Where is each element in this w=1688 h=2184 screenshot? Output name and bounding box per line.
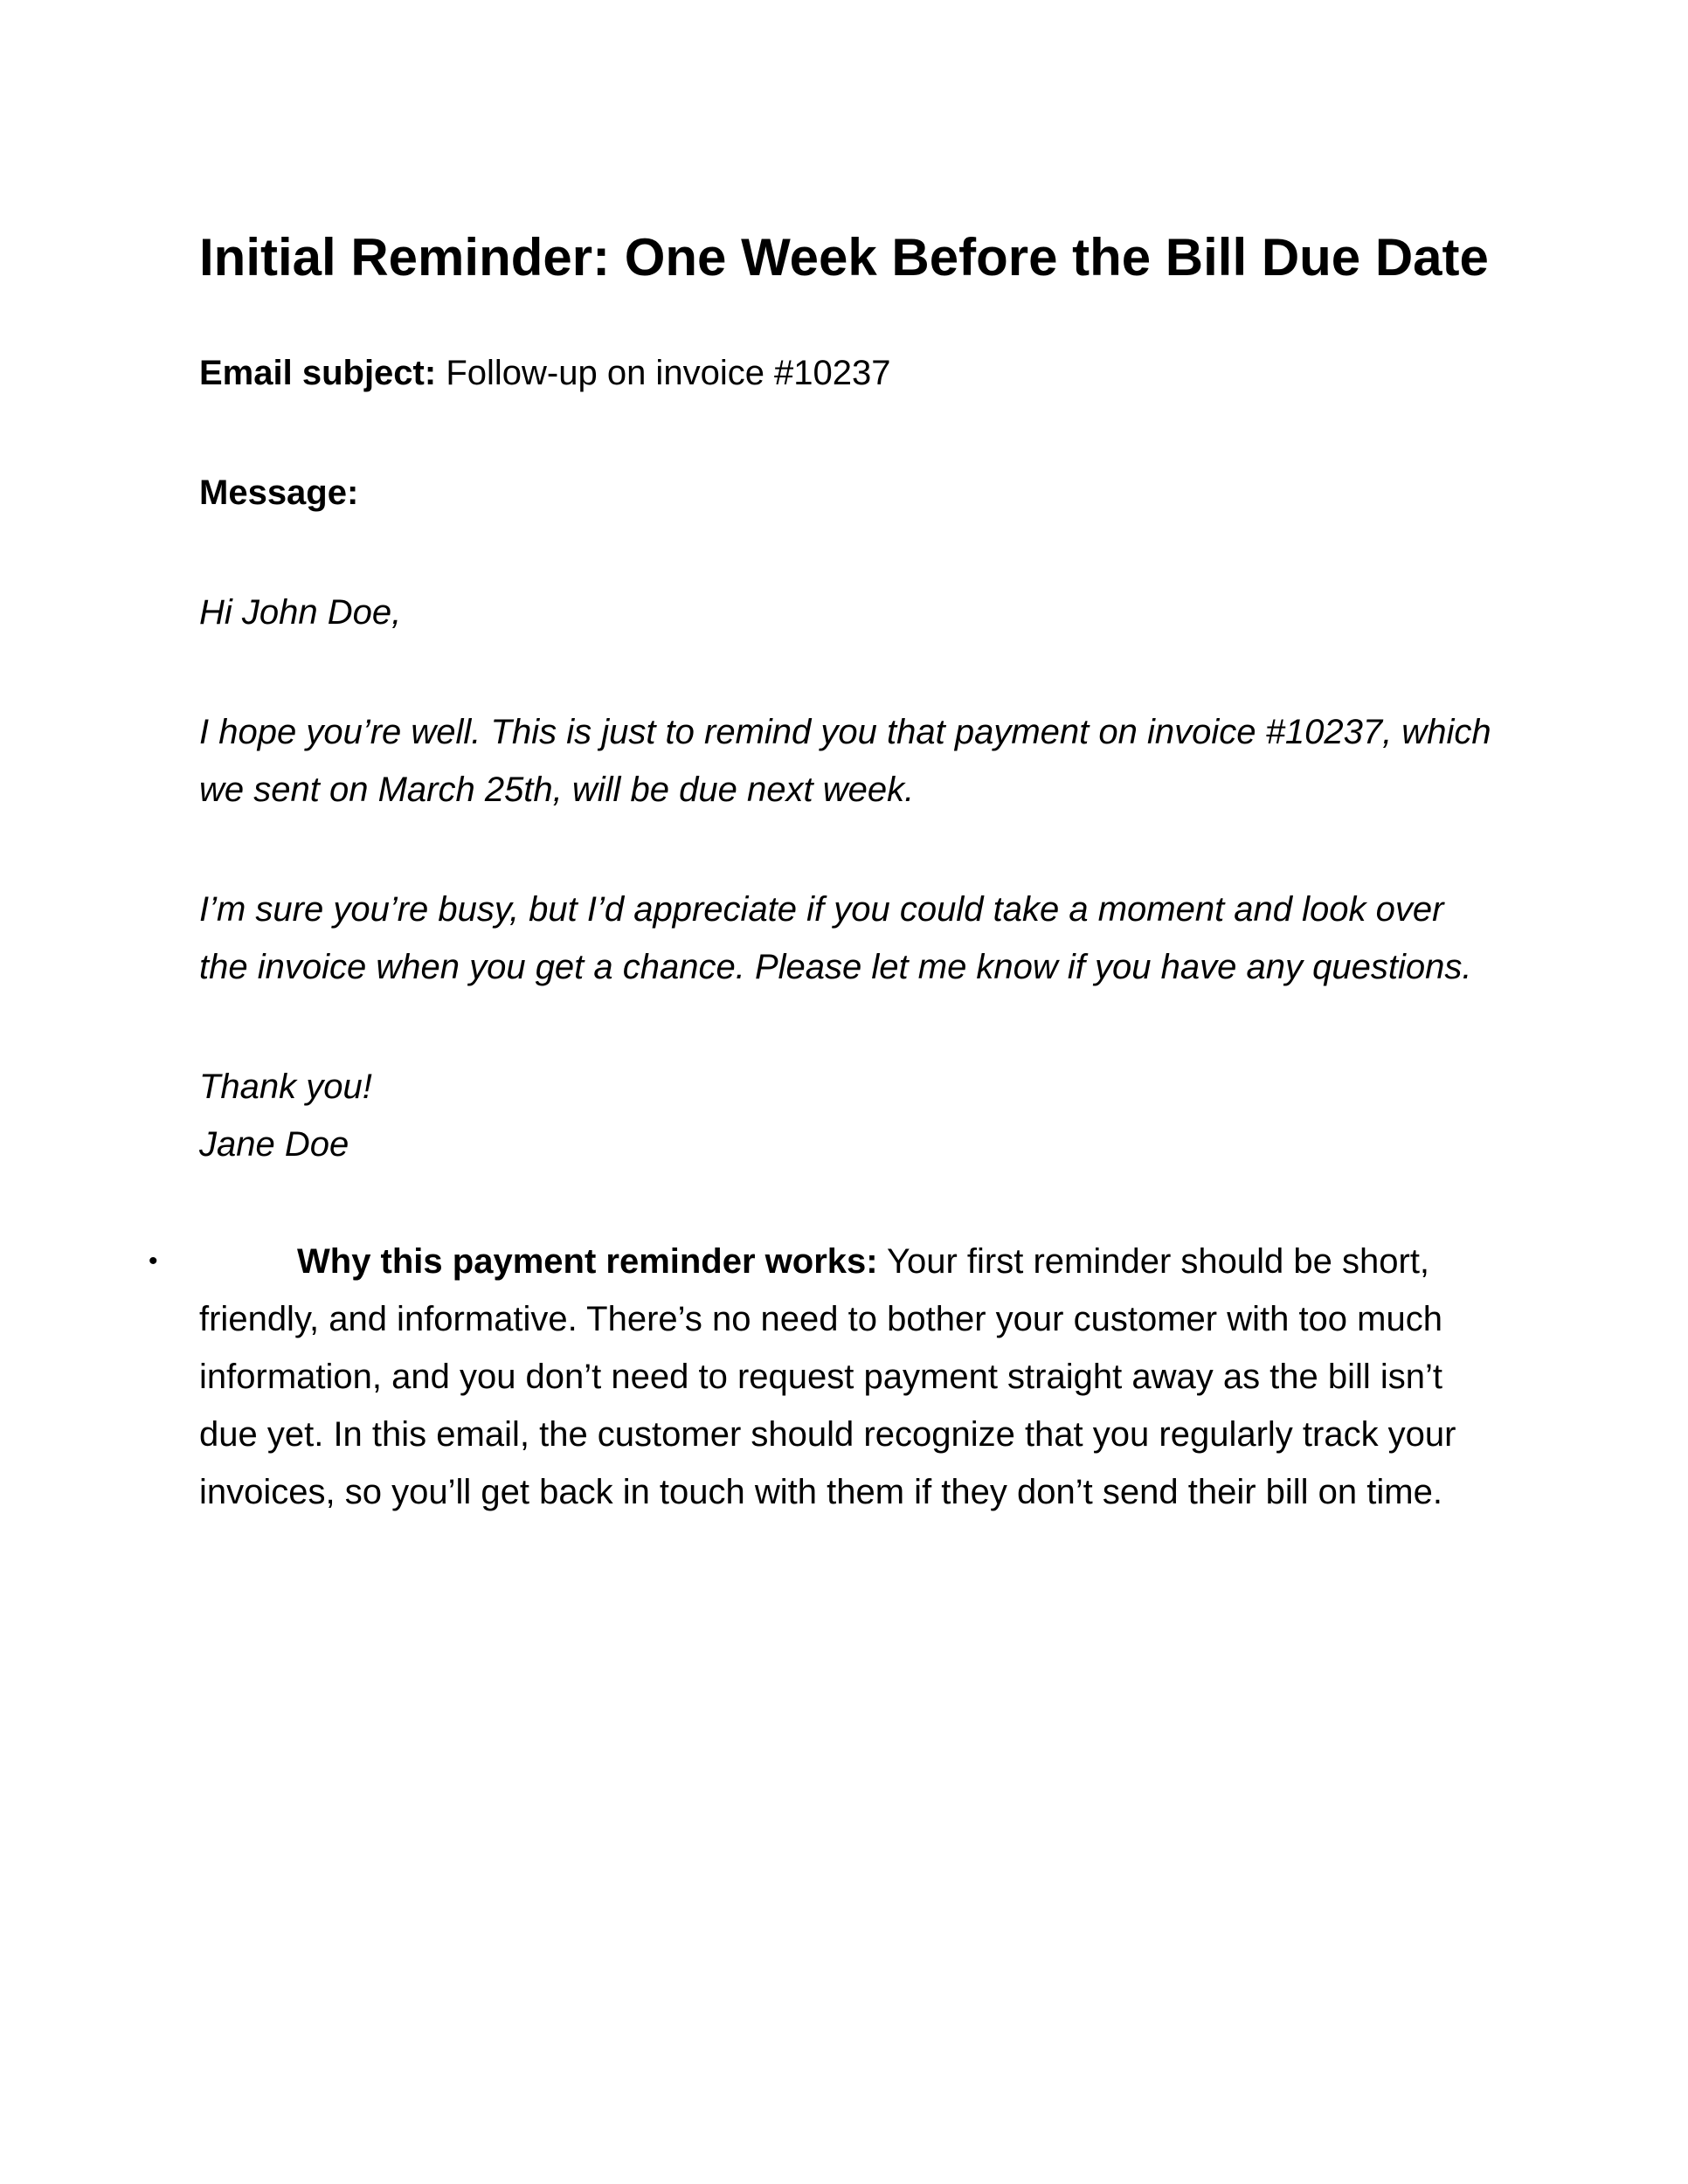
explanation-bullet bbox=[149, 1233, 1510, 1521]
email-subject-value: Follow-up on invoice #10237 bbox=[436, 354, 891, 392]
message-greeting: Hi John Doe, bbox=[199, 593, 402, 632]
bullet-icon: • bbox=[149, 1247, 158, 1275]
message-label: Message: bbox=[199, 473, 359, 512]
signature: Jane Doe bbox=[199, 1125, 349, 1164]
signoff-line: Thank you! bbox=[199, 1068, 372, 1106]
document-content bbox=[149, 225, 1510, 1521]
message-signoff bbox=[199, 1058, 1510, 1173]
bullet-body: Your first reminder should be short, friendly, and informative. There’s no need to bother your customer with too much information, and you don’t need to request payment straight away as the bill isn’t due yet. In this email, the customer should recognize that you regularly track your invoices, so you’ll get back in touch with them if they don’t send their bill on time. bbox=[199, 1242, 1456, 1511]
email-subject-label: Email subject: bbox=[199, 354, 437, 392]
bullet-paragraph bbox=[199, 1233, 1510, 1521]
message-paragraph-1: I hope you’re well. This is just to remind you that payment on invoice #10237, which we sent on March 25th, will be due next week. bbox=[199, 713, 1491, 809]
bullet-label: Why this payment reminder works: bbox=[297, 1242, 878, 1281]
email-subject-line bbox=[199, 344, 1510, 402]
document-title: Initial Reminder: One Week Before the Bill Due Date bbox=[199, 228, 1489, 287]
message-paragraph-2: I’m sure you’re busy, but I’d appreciate if you could take a moment and look over the invoice when you get a chance. Please let me know if you have any questions. bbox=[199, 890, 1472, 986]
